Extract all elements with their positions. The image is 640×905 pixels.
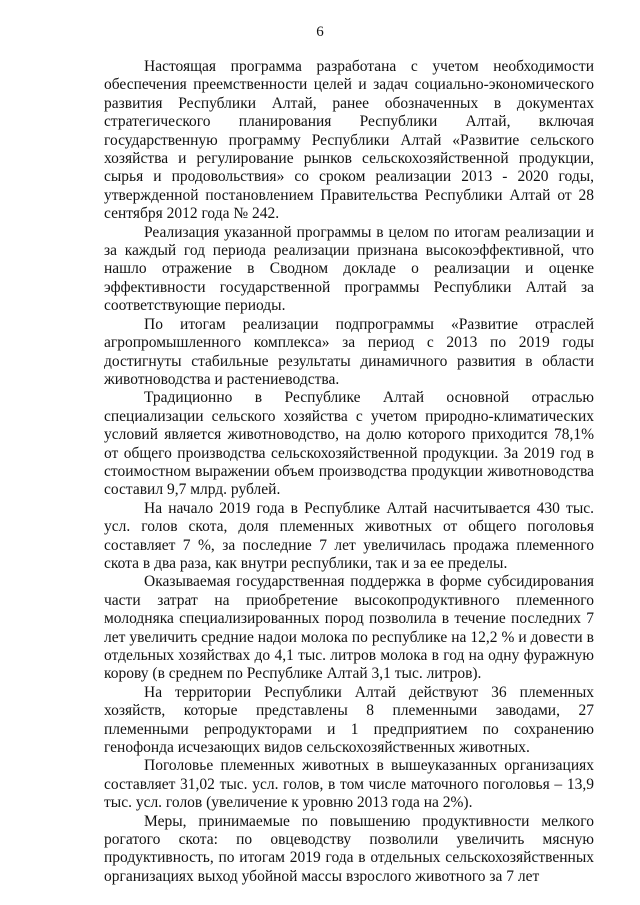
paragraph-sheep-productivity: Меры, принимаемые по повышению продуктивности мелкого рогатого скота: по овцеводству позволили увеличить мясную продуктивность, по итогам 2019 года в отдельных сельскохозяйственных организациях выход убойной массы взрослого животного за 7 лет xyxy=(104,812,594,885)
page-number: 6 xyxy=(316,24,324,40)
paragraph-livestock-specialization: Традиционно в Республике Алтай основной отраслью специализации сельского хозяйства с учетом природно-климатических условий является животноводство, на долю которого приходится 78,1% от общего производства сельскохозяйственной продукции. За 2019 год в стоимостном выражении объем производства продукции животноводства составил 9,7 млрд. рублей. xyxy=(104,389,594,499)
paragraph-livestock-count: На начало 2019 года в Республике Алтай насчитывается 430 тыс. усл. голов скота, доля племенных животных от общего поголовья составляет 7 %, за последние 7 лет увеличилась продажа племенного скота в два раза, как внутри республики, так и за ее пределы. xyxy=(104,499,594,572)
paragraph-program-efficiency: Реализация указанной программы в целом по итогам реализации и за каждый год периода реализации признана высокоэффективной, что нашло отражение в Сводном докладе о реализации и оценке эффективности государственной программы Республики Алтай за соответствующие периоды. xyxy=(104,223,594,315)
paragraph-subprogram-results: По итогам реализации подпрограммы «Развитие отраслей агропромышленного комплекса» за период с 2013 по 2019 годы достигнуты стабильные результаты динамичного развития в области животноводства и растениеводства. xyxy=(104,315,594,388)
paragraph-breeding-farms: На территории Республики Алтай действуют 36 племенных хозяйств, которые представлены 8 племенными заводами, 27 племенными репродукторами и 1 предприятием по сохранению генофонда исчезающих видов сельскохозяйственных животных. xyxy=(104,683,594,757)
document-body xyxy=(104,58,594,905)
paragraph-program-continuity: Настоящая программа разработана с учетом необходимости обеспечения преемственности целей и задач социально-экономического развития Республики Алтай, ранее обозначенных в документах стратегического планирования Республики Алтай, включая государственную программу Республики Алтай «Развитие сельского хозяйства и регулирование рынков сельскохозяйственной продукции, сырья и продовольствия» со сроком реализации 2013 - 2020 годы, утвержденной постановлением Правительства Республики Алтай от 28 сентября 2012 года № 242. xyxy=(104,58,594,223)
paragraph-breeding-stock: Поголовье племенных животных в вышеуказанных организациях составляет 31,02 тыс. усл. голов, в том числе маточного поголовья – 13,9 тыс. усл. голов (увеличение к уровню 2013 года на 2%). xyxy=(104,757,594,812)
paragraph-state-support: Оказываемая государственная поддержка в форме субсидирования части затрат на приобретение высокопродуктивного племенного молодняка специализированных пород позволила в течение последних 7 лет увеличить средние надои молока по республике на 12,2 % и довести в отдельных хозяйствах до 4,1 тыс. литров молока в год на одну фуражную корову (в среднем по Республике Алтай 3,1 тыс. литров). xyxy=(104,573,594,683)
